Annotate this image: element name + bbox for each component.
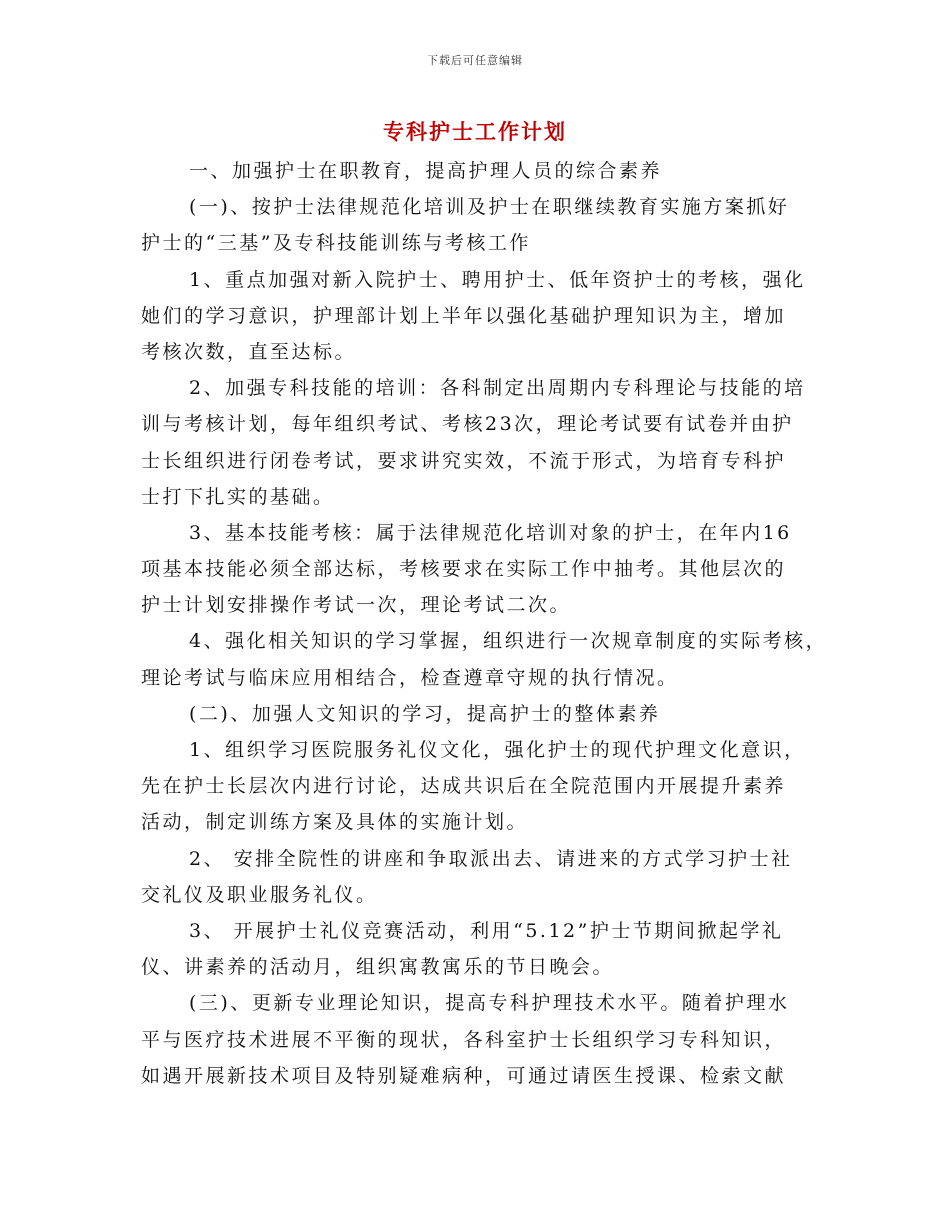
text-line: 交礼仪及职业服务礼仪。 bbox=[141, 883, 378, 906]
text-line: 训与考核计划，每年组织考试、考核23次，理论考试要有试卷并由护 bbox=[141, 413, 794, 436]
text-line: 士打下扎实的基础。 bbox=[141, 485, 335, 508]
text-line: 护士计划安排操作考试一次，理论考试二次。 bbox=[141, 594, 572, 617]
text-line: 4、强化相关知识的学习掌握，组织进行一次规章制度的实际考核， bbox=[189, 630, 828, 653]
header-note: 下载后可任意编辑 bbox=[427, 54, 523, 67]
text-line: 2、 安排全院性的讲座和争取派出去、请进来的方式学习护士社 bbox=[189, 847, 793, 870]
text-line: 活动，制定训练方案及具体的实施计划。 bbox=[141, 811, 529, 834]
text-line: 理论考试与临床应用相结合，检查遵章守规的执行情况。 bbox=[141, 666, 679, 689]
text-line: 3、 开展护士礼仪竞赛活动，利用“5.12”护士节期间掀起学礼 bbox=[189, 919, 784, 942]
text-line: (二)、加强人文知识的学习，提高护士的整体素养 bbox=[189, 702, 661, 725]
text-line: 护士的“三基”及专科技能训练与考核工作 bbox=[141, 232, 531, 255]
document-title: 专科护士工作计划 bbox=[383, 120, 567, 144]
text-line: 她们的学习意识，护理部计划上半年以强化基础护理知识为主，增加 bbox=[141, 304, 787, 327]
text-line: 如遇开展新技术项目及特别疑难病种，可通过请医生授课、检索文献 bbox=[141, 1064, 787, 1087]
text-line: 先在护士长层次内进行讨论，达成共识后在全院范围内开展提升素养 bbox=[141, 775, 787, 798]
text-line: 仪、讲素养的活动月，组织寓教寓乐的节日晚会。 bbox=[141, 956, 615, 979]
document-body bbox=[141, 153, 828, 1094]
text-line: 考核次数，直至达标。 bbox=[141, 340, 357, 363]
text-line: (三)、更新专业理论知识，提高专科护理技术水平。随着护理水 bbox=[189, 992, 790, 1015]
text-line: 项基本技能必须全部达标，考核要求在实际工作中抽考。其他层次的 bbox=[141, 558, 787, 581]
text-line: 1、组织学习医院服务礼仪文化，强化护士的现代护理文化意识， bbox=[189, 739, 806, 761]
text-line: 2、加强专科技能的培训：各科制定出周期内专科理论与技能的培 bbox=[189, 377, 806, 400]
text-line: 1、重点加强对新入院护士、聘用护士、低年资护士的考核，强化 bbox=[189, 268, 806, 291]
text-line: 一、加强护士在职教育，提高护理人员的综合素养 bbox=[189, 160, 663, 182]
text-line: 3、基本技能考核：属于法律规范化培训对象的护士，在年内16 bbox=[189, 521, 792, 544]
text-line: 平与医疗技术进展不平衡的现状，各科室护士长组织学习专科知识， bbox=[141, 1028, 787, 1051]
text-line: 士长组织进行闭卷考试，要求讲究实效，不流于形式，为培育专科护 bbox=[141, 449, 787, 472]
text-line: (一)、按护士法律规范化培训及护士在职继续教育实施方案抓好 bbox=[189, 196, 790, 219]
